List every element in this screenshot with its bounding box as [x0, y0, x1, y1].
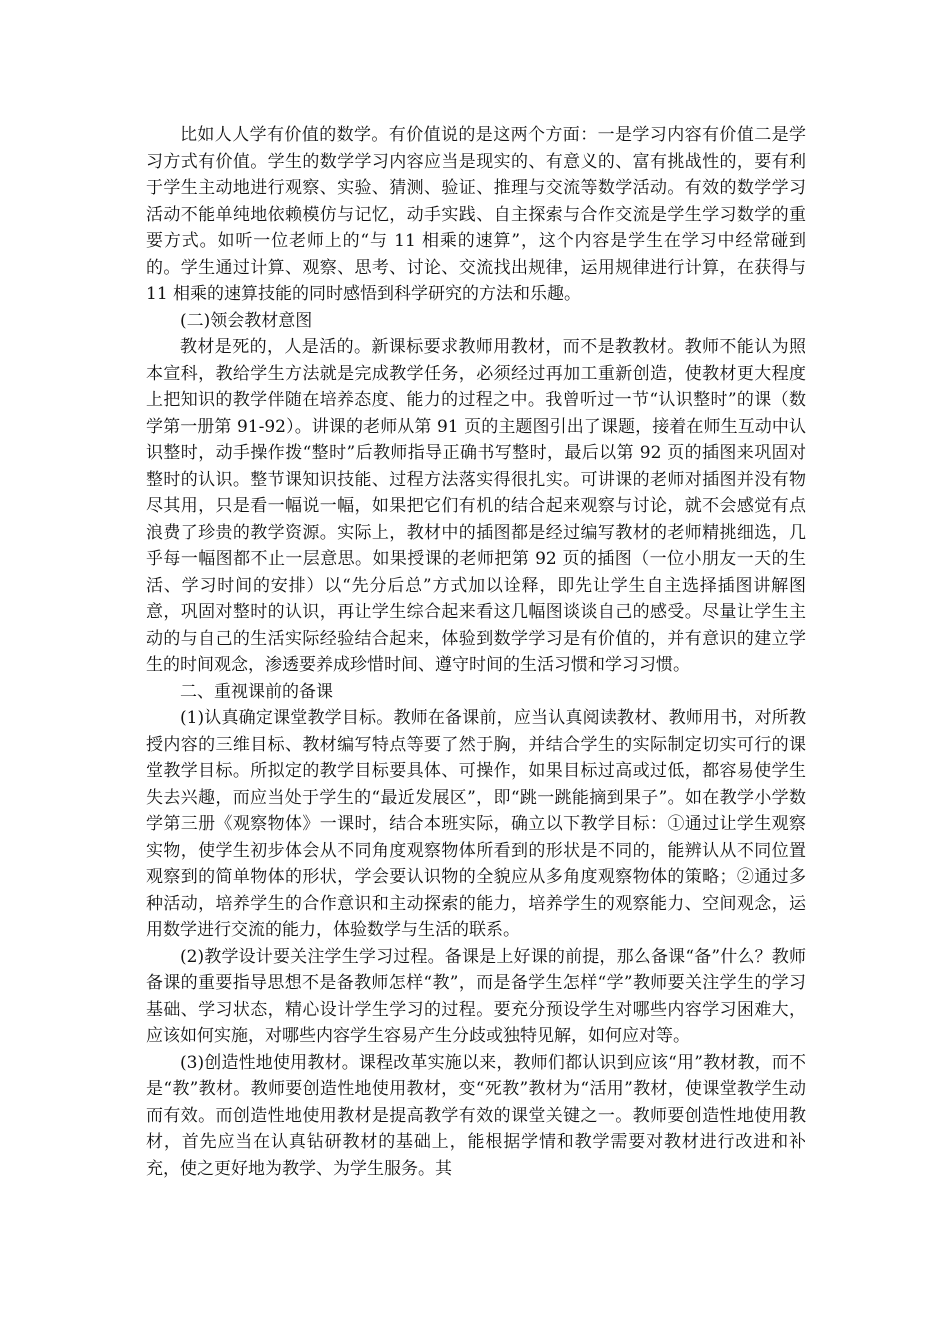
paragraph-teaching-goals: (1)认真确定课堂教学目标。教师在备课前，应当认真阅读教材、教师用书，对所教授内容的三维目标、教材编写特点等要了然于胸，并结合学生的实际制定切实可行的课堂教学目标。所拟定的教学目标要具体、可操作，如果目标过高或过低，都容易使学生失去兴趣，而应当处于学生的“最近发展区”，即“跳一跳能摘到果子”。如在教学小学数学第三册《观察物体》一课时，结合本班实际，确立以下教学目标：①通过让学生观察实物，使学生初步体会从不同角度观察物体所看到的形状是不同的，能辨认从不同位置观察到的简单物体的形状，学会要认识物的全貌应从多角度观察物体的策略；②通过多种活动，培养学生的合作意识和主动探索的能力，培养学生的观察能力、空间观念，运用数学进行交流的能力，体验数学与生活的联系。 — [146, 708, 806, 940]
section-heading-textbook-intent: (二)领会教材意图 — [180, 310, 313, 331]
section-heading-lesson-prep: 二、重视课前的备课 — [180, 681, 333, 702]
document-body — [146, 122, 806, 1182]
paragraph-textbook-usage: 教材是死的，人是活的。新课标要求教师用教材，而不是教教材。教师不能认为照本宣科，教给学生方法就是完成教学任务，必须经过再加工重新创造，使教材更大程度上把知识的教学伴随在培养态度、能力的过程之中。我曾听过一节“认识整时”的课（数学第一册第 91-92）。讲课的老师从第 91 页的主题图引出了课题，接着在师生互动中认识整时，动手操作拨“整时”后教师指导正确书写整时，最后以第 92 页的插图来巩固对整时的认识。整节课知识技能、过程方法落实得很扎实。可讲课的老师对插图并没有物尽其用，只是看一幅说一幅，如果把它们有机的结合起来观察与讨论，就不会感觉有点浪费了珍贵的教学资源。实际上，教材中的插图都是经过编写教材的老师精挑细选，几乎每一幅图都不止一层意思。如果授课的老师把第 92 页的插图（一位小朋友一天的生活、学习时间的安排）以“先分后总”方式加以诠释，即先让学生自主选择插图讲解图意，巩固对整时的认识，再让学生综合起来看这几幅图谈谈自己的感受。尽量让学生主动的与自己的生活实际经验结合起来，体验到数学学习是有价值的，并有意识的建立学生的时间观念，渗透要养成珍惜时间、遵守时间的生活习惯和学习习惯。 — [146, 337, 806, 675]
paragraph-valuable-math: 比如人人学有价值的数学。有价值说的是这两个方面：一是学习内容有价值二是学习方式有价值。学生的数学学习内容应当是现实的、有意义的、富有挑战性的，要有利于学生主动地进行观察、实验、猜测、验证、推理与交流等数学活动。有效的数学学习活动不能单纯地依赖模仿与记忆，动手实践、自主探索与合作交流是学生学习数学的重要方式。如听一位老师上的“与 11 相乘的速算”，这个内容是学生在学习中经常碰到的。学生通过计算、观察、思考、讨论、交流找出规律，运用规律进行计算，在获得与 11 相乘的速算技能的同时感悟到科学研究的方法和乐趣。 — [146, 125, 806, 304]
paragraph-creative-textbook-use: (3)创造性地使用教材。课程改革实施以来，教师们都认识到应该“用”教材教，而不是“教”教材。教师要创造性地使用教材，变“死教”教材为“活用”教材，使课堂教学生动而有效。而创造性地使用教材是提高教学有效的课堂关键之一。教师要创造性地使用教材，首先应当在认真钻研教材的基础上，能根据学情和教学需要对教材进行改进和补充，使之更好地为教学、为学生服务。其 — [146, 1052, 806, 1179]
paragraph-learning-process: (2)教学设计要关注学生学习过程。备课是上好课的前提，那么备课“备”什么？教师备课的重要指导思想不是备教师怎样“教”，而是备学生怎样“学”教师要关注学生的学习基础、学习状态，精心设计学生学习的过程。要充分预设学生对哪些内容学习困难大，应该如何实施，对哪些内容学生容易产生分歧或独特见解，如何应对等。 — [146, 946, 806, 1046]
